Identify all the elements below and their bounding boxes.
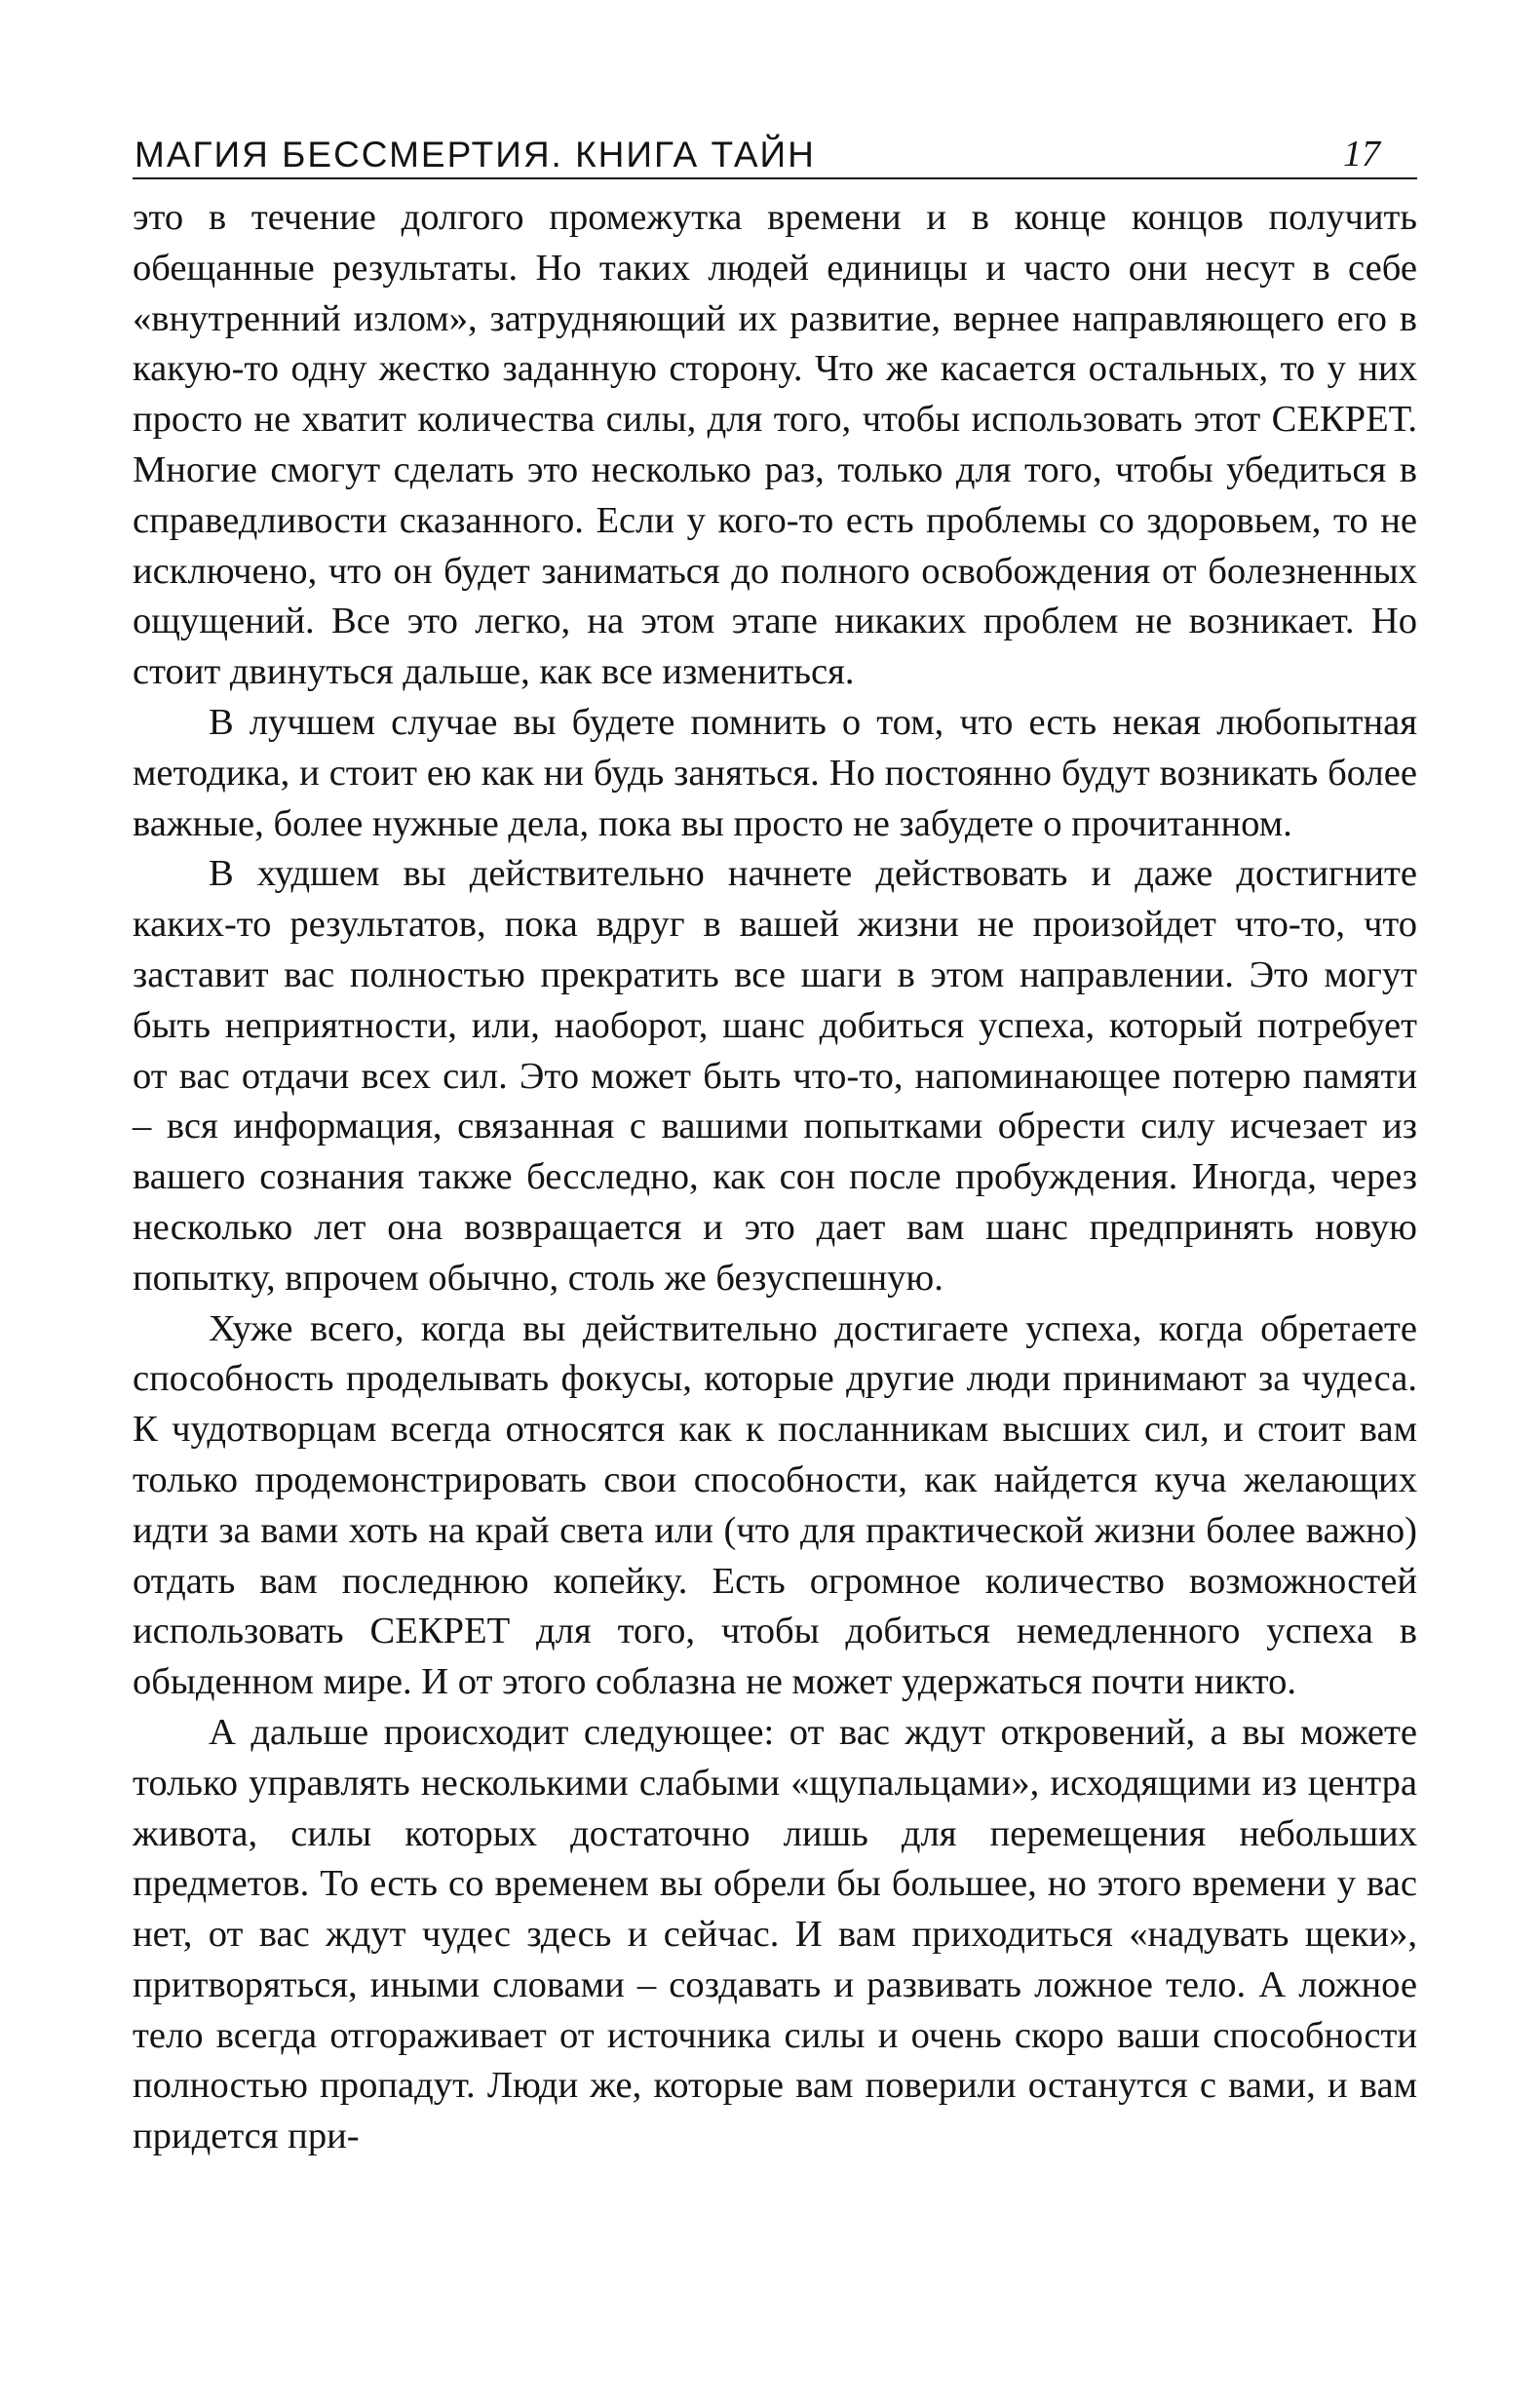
paragraph-consequence: А дальше происходит следующее: от вас ждут откровений, а вы можете только управлять несколькими слабыми «щупальцами», исходящими из центра живота, силы которых достаточно лишь для перемещения небольших предметов. То есть со временем вы обрели бы большее, но этого времени у вас нет, от вас ждут чудес здесь и сейчас. И вам приходиться «надувать щеки», притворяться, иными словами – создавать и развивать ложное тело. А ложное тело всегда отгораживает от источника силы и очень скоро ваши способности полностью пропадут. Люди же, которые вам поверили останутся с вами, и вам придется при- [133, 1711, 1417, 2157]
paragraph-worse-case: В худшем вы действительно начнете действовать и даже достигните каких-то результатов, пока вдруг в вашей жизни не произойдет что-то, что заставит вас полностью прекратить все шаги в этом направлении. Это могут быть неприятности, или, наоборот, шанс добиться успеха, который потребует от вас отдачи всех сил. Это может быть что-то, напоминающее потерю памяти – вся информация, связанная с вашими попытками обрести силу исчезает из вашего сознания также бесследно, как сон после пробуждения. Иногда, через несколько лет она возвращается и это дает вам шанс предпринять новую попытку, впрочем обычно, столь же безуспешную. [133, 853, 1417, 1299]
paragraph-worst-case: Хуже всего, когда вы действительно достигаете успеха, когда обретаете способность проделывать фокусы, которые другие люди принимают за чудеса. К чудотворцам всегда относятся как к посланникам высших сил, и стоит вам только продемонстрировать свои способности, как найдется куча желающих идти за вами хоть на край света или (что для практической жизни более важно) отдать вам последнюю копейку. Есть огромное количество возможностей использовать СЕКРЕТ для того, чтобы добиться немедленного успеха в обыденном мире. И от этого соблазна не может удержаться почти никто. [133, 1307, 1417, 1703]
book-page [133, 123, 1417, 2162]
page-number: 17 [1343, 134, 1380, 175]
running-header [133, 123, 1417, 179]
body-text [133, 193, 1417, 2162]
paragraph-continued: это в течение долгого промежутка времени и в конце концов получить обещанные результаты. Но таких людей единицы и часто они несут в себе «внутренний излом», затрудняющий их развитие, вернее направляющего его в какую-то одну жестко заданную сторону. Что же касается остальных, то у них просто не хватит количества силы, для того, чтобы использовать этот СЕКРЕТ. Многие смогут сделать это несколько раз, только для того, чтобы убедиться в справедливости сказанного. Если у кого-то есть проблемы со здоровьем, то не исключено, что он будет заниматься до полного освобождения от болезненных ощущений. Все это легко, на этом этапе никаких проблем не возникает. Но стоит двинуться дальше, как все измениться. [133, 197, 1417, 693]
running-title: МАГИЯ БЕССМЕРТИЯ. КНИГА ТАЙН [135, 135, 816, 175]
paragraph-best-case: В лучшем случае вы будете помнить о том, что есть некая любопытная методика, и стоит ею как ни будь заняться. Но постоянно будут возникать более важные, более нужные дела, пока вы просто не забудете о прочитанном. [133, 701, 1417, 844]
